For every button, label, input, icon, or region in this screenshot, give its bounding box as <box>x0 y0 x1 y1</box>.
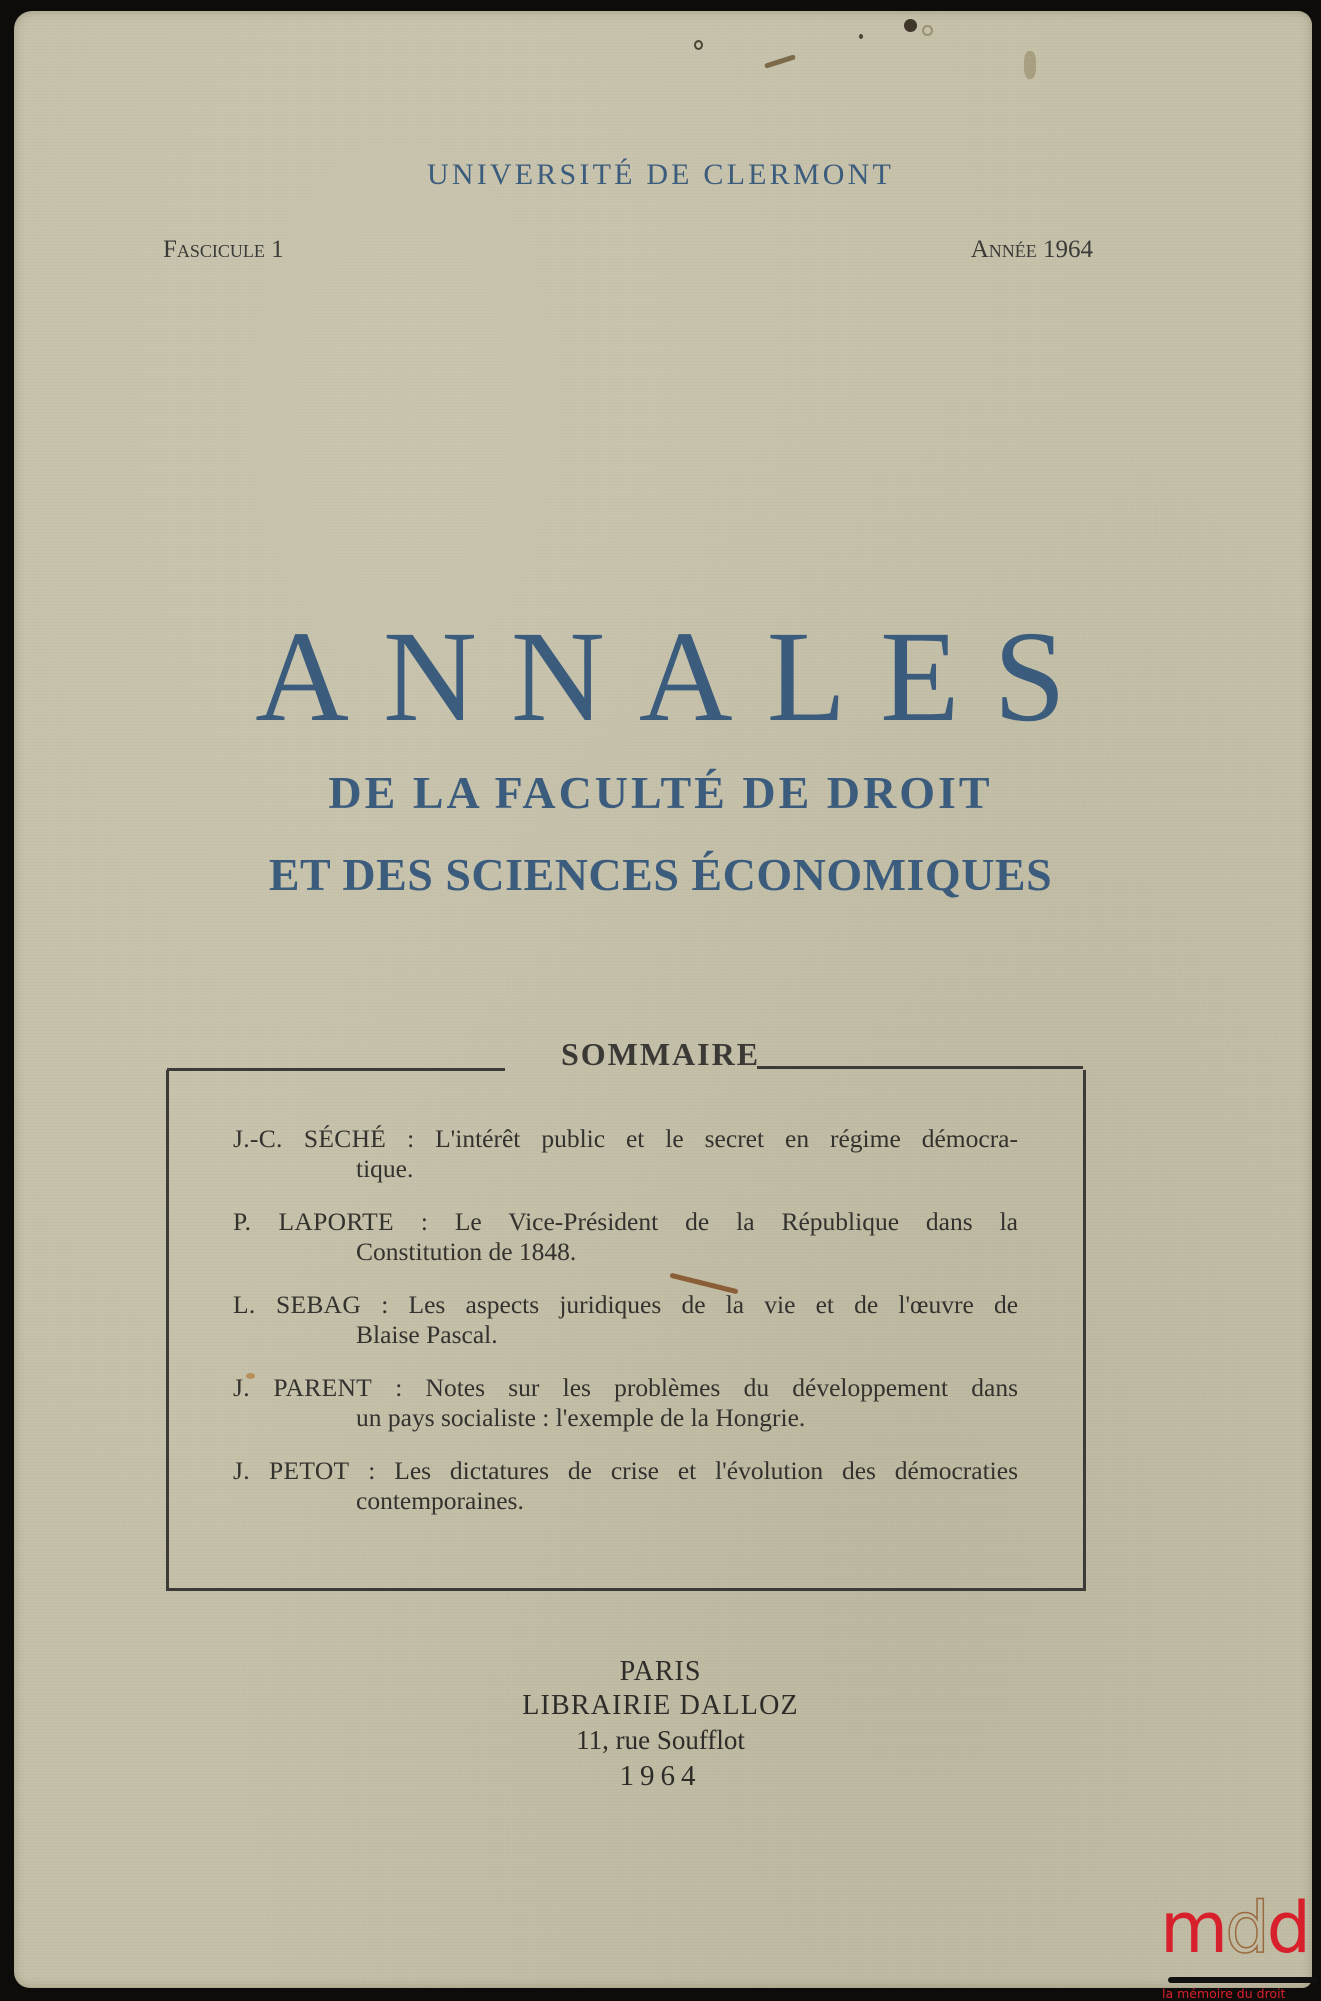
toc-author: J. PETOT <box>233 1456 350 1485</box>
stain-spot <box>859 34 863 39</box>
logo-tagline: la mémoire du droit <box>1162 1986 1286 2001</box>
stain-spot <box>694 40 703 50</box>
stain-smudge <box>1024 51 1036 79</box>
publisher-address: 11, rue Soufflot <box>576 1725 745 1755</box>
year-label: Année 1964 <box>970 236 1093 263</box>
table-of-contents <box>233 1124 1018 1539</box>
sommaire-rule-right <box>757 1066 1083 1069</box>
toc-entry-line1 <box>233 1124 1018 1154</box>
stain-spot <box>904 19 917 32</box>
toc-title: : Les dictatures de crise et l'évolution des démocraties <box>349 1456 1018 1485</box>
sommaire-heading <box>0 1036 1321 1073</box>
university-name: UNIVERSITÉ DE CLERMONT <box>426 158 895 191</box>
toc-entry <box>233 1290 1018 1350</box>
publisher-name: LIBRAIRIE DALLOZ <box>522 1690 799 1721</box>
logo-letter-d-outline: d <box>1225 1887 1267 1969</box>
toc-title: : Les aspects juridiques de la vie et de l'œuvre de <box>361 1290 1019 1319</box>
logo-letter-d: d <box>1266 1887 1309 1969</box>
toc-entry-line2: tique. <box>356 1154 414 1183</box>
publisher-block <box>0 1655 1321 1793</box>
toc-entry <box>233 1456 1018 1516</box>
toc-entry <box>233 1373 1018 1433</box>
toc-entry-line2: Constitution de 1848. <box>356 1237 577 1266</box>
toc-entry <box>233 1207 1018 1267</box>
toc-entry-line1 <box>233 1373 1018 1403</box>
sommaire-heading-text: SOMMAIRE <box>560 1036 761 1072</box>
logo-underline-bar <box>1168 1977 1318 1983</box>
publication-year: 1964 <box>619 1760 702 1792</box>
toc-title: : Le Vice-Président de la République dans la <box>393 1207 1019 1236</box>
toc-author: J. PARENT <box>233 1373 373 1402</box>
toc-author: P. LAPORTE <box>233 1207 394 1236</box>
journal-subtitle-line2: ET DES SCIENCES ÉCONOMIQUES <box>268 849 1053 900</box>
logo-letter-m: m <box>1160 1887 1226 1969</box>
toc-entry-line2: Blaise Pascal. <box>356 1320 498 1349</box>
toc-entry-line1 <box>233 1456 1018 1486</box>
toc-entry <box>233 1124 1018 1184</box>
toc-title: : Notes sur les problèmes du développement dans <box>372 1373 1018 1402</box>
toc-entry-line1 <box>233 1207 1018 1237</box>
mdd-logo <box>1160 1887 1320 2001</box>
fascicule-label: Fascicule 1 <box>163 236 284 263</box>
toc-entry-line1 <box>233 1290 1018 1320</box>
stain-spot <box>922 25 933 36</box>
toc-title: : L'intérêt public et le secret en régime démocra- <box>386 1124 1018 1153</box>
toc-author: J.-C. SÉCHÉ <box>233 1124 387 1153</box>
toc-entry-line2: contemporaines. <box>356 1486 524 1515</box>
journal-title: ANNALES <box>255 605 1100 749</box>
stain-smudge <box>764 54 796 69</box>
journal-subtitle-line1: DE LA FACULTÉ DE DROIT <box>328 767 993 818</box>
toc-author: L. SEBAG <box>233 1290 362 1319</box>
publisher-city: PARIS <box>619 1656 702 1687</box>
mdd-logo-mark <box>1160 1887 1309 1969</box>
toc-entry-line2: un pays socialiste : l'exemple de la Hongrie. <box>356 1403 806 1432</box>
